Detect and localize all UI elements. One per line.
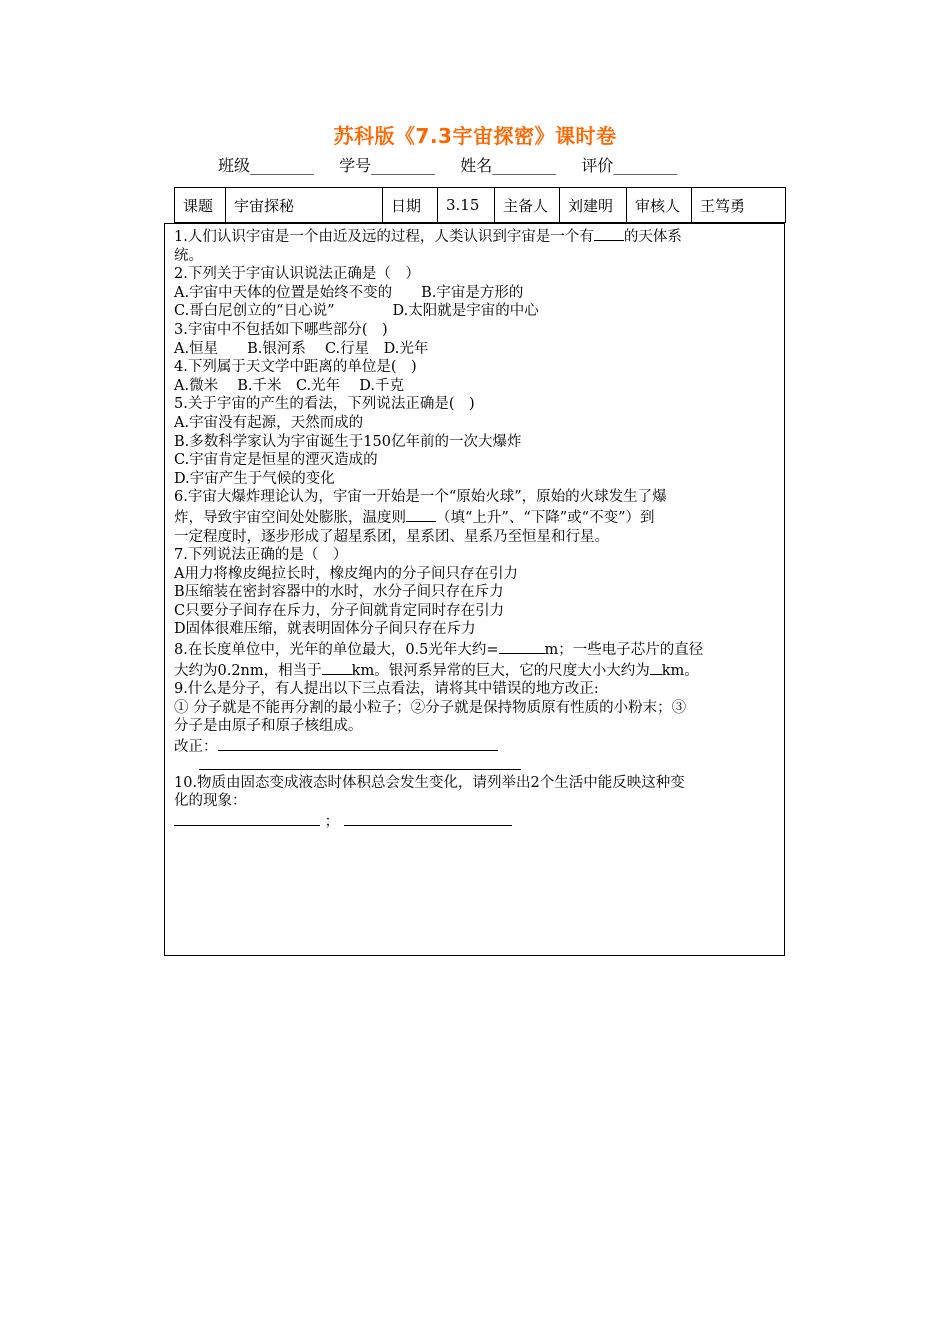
answer-line[interactable] <box>218 736 498 751</box>
question-10-cont: 化的现象： <box>174 793 247 810</box>
question-7: 7.下列说法正确的是（ ） <box>174 547 348 564</box>
answer-blank[interactable] <box>322 660 352 675</box>
question-6-cont2: 一定程度时，逐步形成了超星系团，星系团、星系乃至恒星和行星。 <box>174 528 609 545</box>
class-field[interactable]: 班级________ <box>218 156 315 175</box>
question-9-fix: 改正： <box>174 736 776 757</box>
question-2-options-cd: C.哥白尼创立的“日心说” D.太阳就是宇宙的中心 <box>174 303 539 320</box>
question-9: 9.什么是分子，有人提出以下三点看法，请将其中错误的地方改正: <box>174 681 599 698</box>
evaluation-field[interactable]: 评价________ <box>581 156 678 175</box>
student-id-field[interactable]: 学号________ <box>339 156 436 175</box>
question-1: 1.人们认识宇宙是一个由近及远的过程，人类认识到宇宙是一个有 的天体系 <box>174 226 776 247</box>
answer-blank[interactable] <box>594 226 624 241</box>
answer-blank[interactable] <box>174 811 320 826</box>
question-3-options: A.恒星 B.银河系 C.行星 D.光年 <box>174 340 429 357</box>
question-5-option-b: B.多数科学家认为宇宙诞生于150亿年前的一次大爆炸 <box>174 433 522 450</box>
question-5-option-c: C.宇宙肯定是恒星的湮灭造成的 <box>174 452 378 469</box>
questions-box <box>164 223 785 956</box>
answer-blank[interactable] <box>406 507 436 522</box>
student-info-row <box>218 153 697 176</box>
question-4-options: A.微米 B.千米 C.光年 D.千克 <box>174 377 404 394</box>
question-6: 6.宇宙大爆炸理论认为，宇宙一开始是一个“原始火球”，原始的火球发生了爆 <box>174 489 667 506</box>
question-8: 8.在长度单位中，光年的单位最大，0.5光年大约= m；一些电子芯片的直径 <box>174 639 776 660</box>
reviewer-label: 审核人 <box>627 188 692 223</box>
question-3: 3.宇宙中不包括如下哪些部分( ) <box>174 321 388 338</box>
question-5: 5.关于宇宙的产生的看法，下列说法正确是( ) <box>174 396 475 413</box>
name-field[interactable]: 姓名________ <box>460 156 557 175</box>
question-8-cont: 大约为0.2nm，相当于 km。银河系异常的巨大，它的尺度大小大约为 km。 <box>174 660 776 681</box>
answer-blank[interactable] <box>344 811 512 826</box>
question-9-items: ① 分子就是不能再分割的最小粒子；②分子就是保持物质原有性质的小粉末；③ <box>174 699 687 716</box>
preparer-value: 刘建明 <box>560 188 627 223</box>
question-6-cont: 炸，导致宇宙空间处处膨胀，温度则 （填“上升”、“下降”或“不变”）到 <box>174 507 776 528</box>
question-4: 4.下列属于天文学中距离的单位是( ) <box>174 359 417 376</box>
question-10: 10.物质由固态变成液态时体积总会发生变化，请列举出2个生活中能反映这种变 <box>174 774 685 791</box>
question-10-answers: ； <box>174 811 776 832</box>
page-title: 苏科版《7.3宇宙探密》课时卷 <box>333 124 617 148</box>
date-value: 3.15 <box>438 188 495 223</box>
answer-blank[interactable] <box>650 660 662 675</box>
question-7-option-c: C只要分子间存在斥力，分子间就肯定同时存在引力 <box>174 602 505 619</box>
header-table <box>174 187 786 223</box>
question-5-option-a: A.宇宙没有起源，天然而成的 <box>174 414 364 431</box>
question-7-option-b: B压缩装在密封容器中的水时，水分子间只存在斥力 <box>174 584 504 601</box>
question-2-options-ab: A.宇宙中天体的位置是始终不变的 B.宇宙是方形的 <box>174 284 524 301</box>
reviewer-value: 王笃勇 <box>692 188 786 223</box>
question-7-option-a: A用力将橡皮绳拉长时，橡皮绳内的分子间只存在引力 <box>174 565 518 582</box>
question-2: 2.下列关于宇宙认识说法正确是（ ） <box>174 266 420 283</box>
answer-line-2[interactable] <box>199 757 521 770</box>
topic-label: 课题 <box>175 188 226 223</box>
date-label: 日期 <box>383 188 438 223</box>
preparer-label: 主备人 <box>495 188 560 223</box>
question-9-items-cont: 分子是由原子和原子核组成。 <box>174 718 363 735</box>
answer-blank[interactable] <box>499 639 545 654</box>
question-7-option-d: D固体很难压缩，就表明固体分子间只存在斥力 <box>174 621 476 638</box>
question-5-option-d: D.宇宙产生于气候的变化 <box>174 470 335 487</box>
question-1-cont: 统。 <box>174 247 203 264</box>
topic-value: 宇宙探秘 <box>226 188 383 223</box>
